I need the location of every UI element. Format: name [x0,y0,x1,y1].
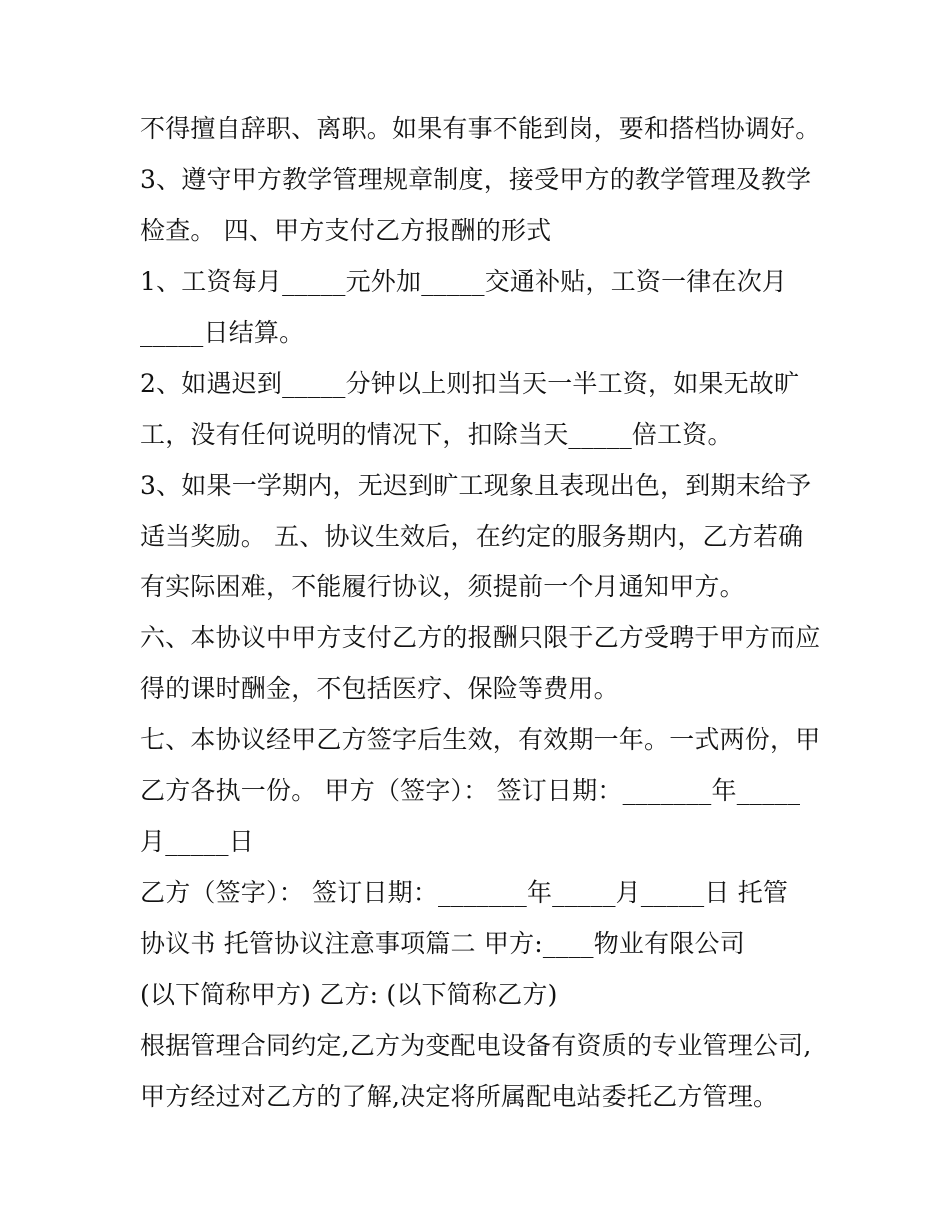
text-line: 有实际困难，不能履行协议，须提前一个月通知甲方。 [140,572,745,601]
text-line: 检查。 四、甲方支付乙方报酬的形式 [140,216,552,245]
text-line: 七、本协议经甲乙方签字后生效，有效期一年。一式两份，甲 [140,725,821,754]
text-line: 适当奖励。 五、协议生效后，在约定的服务期内，乙方若确 [140,522,804,551]
text-line: _____日结算。 [140,318,305,347]
text-line: 2、如遇迟到_____分钟以上则扣当天一半工资，如果无故旷 [140,369,800,398]
text-line: 不得擅自辞职、离职。如果有事不能到岗，要和搭档协调好。 [140,114,821,143]
text-line: 工，没有任何说明的情况下，扣除当天_____倍工资。 [140,420,733,449]
text-line: 3、遵守甲方教学管理规章制度，接受甲方的教学管理及教学 [140,165,812,194]
text-line: 3、如果一学期内，无迟到旷工现象且表现出色，到期末给予 [140,471,812,500]
text-line: 根据管理合同约定,乙方为变配电设备有资质的专业管理公司, [140,1031,812,1060]
text-line: 1、工资每月_____元外加_____交通补贴，工资一律在次月 [140,267,788,296]
text-line: 乙方各执一份。 甲方（签字）： 签订日期：_______年_____ [140,776,801,805]
text-line: 乙方（签字）： 签订日期：_______年_____月_____日 托管 [140,878,789,907]
text-line: (以下简称甲方) 乙方: (以下简称乙方) [140,980,558,1009]
text-line: 月_____日 [140,827,254,856]
text-line: 得的课时酬金，不包括医疗、保险等费用。 [140,674,619,703]
text-line: 协议书 托管协议注意事项篇二 甲方:____物业有限公司 [140,929,745,958]
text-line: 甲方经过对乙方的了解,决定将所属配电站委托乙方管理。 [140,1082,779,1111]
text-line: 六、本协议中甲方支付乙方的报酬只限于乙方受聘于甲方而应 [140,623,821,652]
